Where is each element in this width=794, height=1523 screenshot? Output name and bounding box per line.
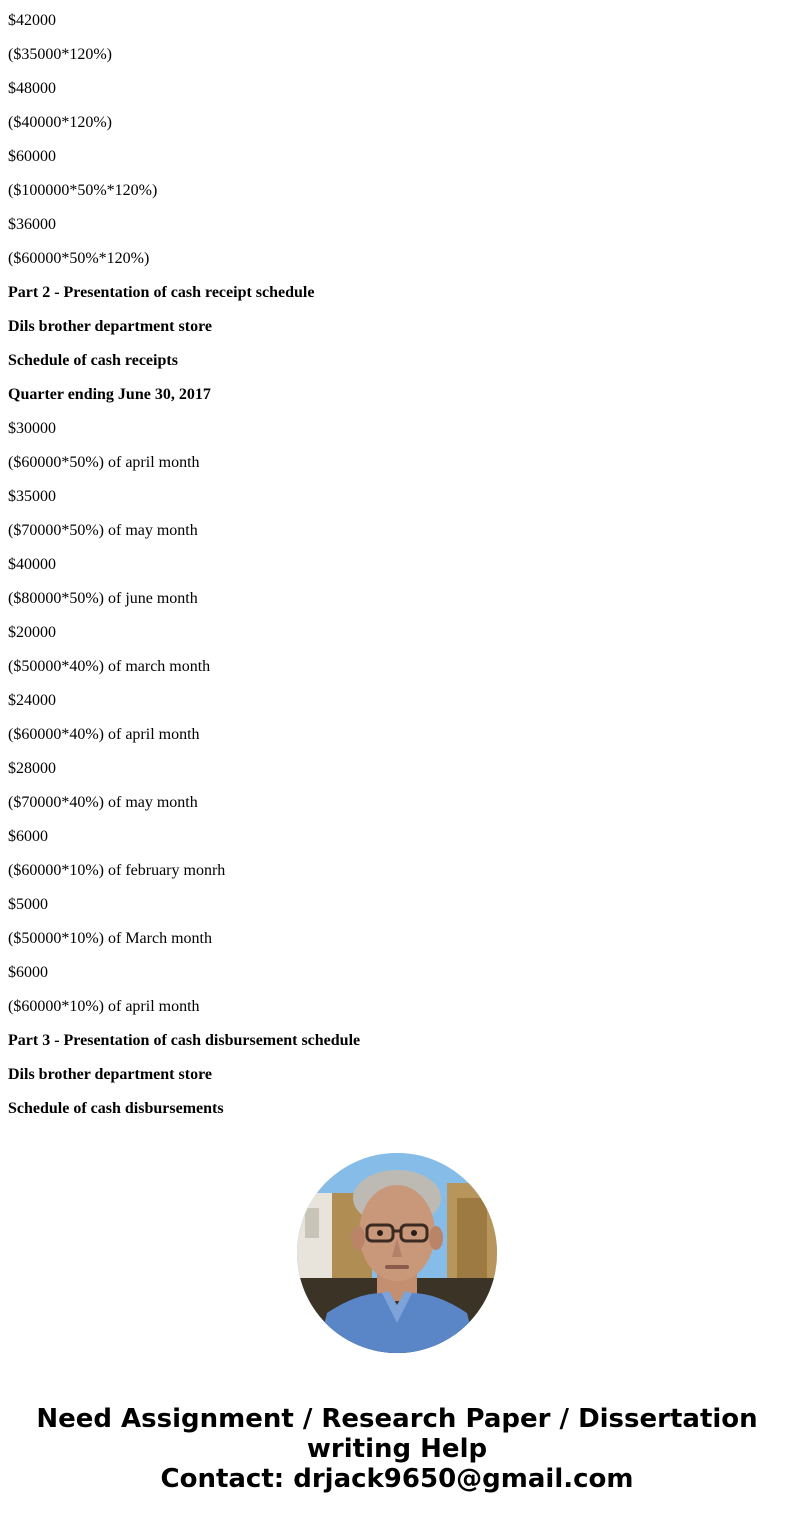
text-line: $40000 — [8, 556, 56, 573]
section-heading: Schedule of cash disbursements — [8, 1100, 224, 1117]
text-line: ($60000*10%) of april month — [8, 998, 200, 1015]
text-line: $20000 — [8, 624, 56, 641]
text-line: $30000 — [8, 420, 56, 437]
text-line: ($60000*50%) of april month — [8, 454, 200, 471]
section-heading: Quarter ending June 30, 2017 — [8, 386, 211, 403]
text-line: $6000 — [8, 828, 48, 845]
text-line: ($35000*120%) — [8, 46, 112, 63]
promo-line-2: writing Help — [306, 1434, 488, 1464]
section-heading: Part 2 - Presentation of cash receipt schedule — [8, 284, 315, 301]
text-line: ($60000*50%*120%) — [8, 250, 150, 267]
section-heading: Dils brother department store — [8, 318, 212, 335]
text-line: $35000 — [8, 488, 56, 505]
author-avatar — [297, 1153, 497, 1353]
document-body — [8, 0, 786, 1122]
text-line: ($50000*10%) of March month — [8, 930, 212, 947]
text-line: $36000 — [8, 216, 56, 233]
text-line: ($50000*40%) of march month — [8, 658, 211, 675]
promo-line-1: Need Assignment / Research Paper / Dissertation — [36, 1404, 758, 1434]
text-line: ($70000*50%) of may month — [8, 522, 198, 539]
section-heading: Dils brother department store — [8, 1066, 212, 1083]
section-heading: Part 3 - Presentation of cash disbursement schedule — [8, 1032, 361, 1049]
text-line: $6000 — [8, 964, 48, 981]
promo-contact: Contact: drjack9650@gmail.com — [160, 1464, 634, 1494]
text-line: ($100000*50%*120%) — [8, 182, 158, 199]
text-line: $24000 — [8, 692, 56, 709]
text-line: ($40000*120%) — [8, 114, 112, 131]
text-line: $48000 — [8, 80, 56, 97]
text-line: ($70000*40%) of may month — [8, 794, 198, 811]
text-line: $60000 — [8, 148, 56, 165]
text-line: ($60000*10%) of february monrh — [8, 862, 226, 879]
section-heading: Schedule of cash receipts — [8, 352, 178, 369]
promo-banner — [0, 1404, 794, 1494]
text-line: $42000 — [8, 12, 56, 29]
portrait-image — [297, 1153, 497, 1353]
text-line: $28000 — [8, 760, 56, 777]
text-line: $5000 — [8, 896, 48, 913]
text-line: ($60000*40%) of april month — [8, 726, 200, 743]
text-line: ($80000*50%) of june month — [8, 590, 198, 607]
